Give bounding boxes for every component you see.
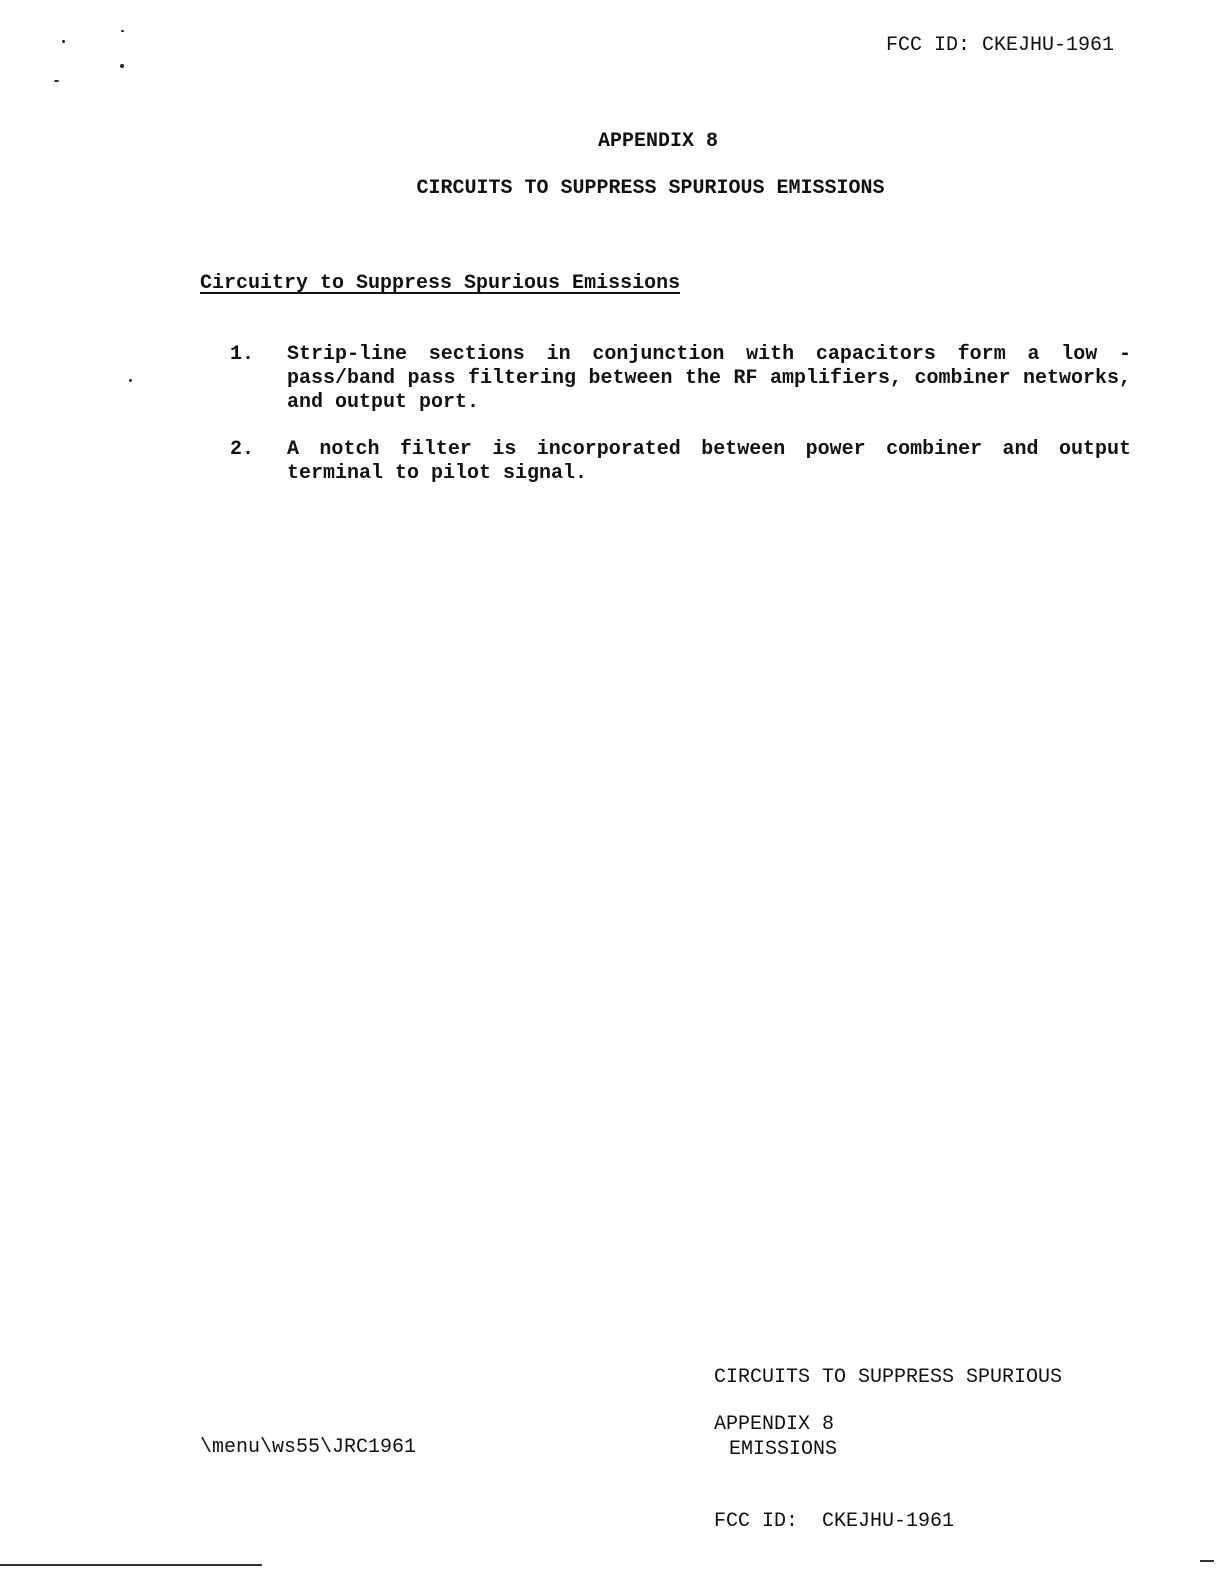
- list-item-text: Strip-line sections in conjunction with capacitors form a low -pass/band pass filtering between the RF amplifiers, combiner networks, and output port.: [287, 343, 1131, 414]
- list-item: [230, 438, 1130, 534]
- footer-title-line2: EMISSIONS: [729, 1438, 838, 1461]
- list-item: [230, 343, 1130, 439]
- file-path: \menu\ws55\JRC1961: [200, 1436, 417, 1459]
- list-item-number: 2.: [230, 438, 255, 461]
- bottom-rule: [0, 1564, 262, 1566]
- appendix-subtitle: CIRCUITS TO SUPPRESS SPURIOUS EMISSIONS: [416, 177, 885, 200]
- scan-speck: [120, 64, 124, 68]
- header-fcc-id: FCC ID: CKEJHU-1961: [886, 34, 1115, 57]
- section-heading: Circuitry to Suppress Spurious Emissions: [200, 272, 681, 295]
- footer-title-line1: CIRCUITS TO SUPPRESS SPURIOUS: [714, 1366, 1063, 1389]
- scan-speck: [129, 379, 132, 382]
- appendix-title: APPENDIX 8: [597, 130, 719, 153]
- list-item-number: 1.: [230, 343, 255, 366]
- scan-speck: [62, 40, 65, 43]
- footer-appendix: APPENDIX 8: [714, 1413, 835, 1436]
- scan-speck: [121, 30, 124, 32]
- footer-fcc-id: FCC ID: CKEJHU-1961: [714, 1510, 955, 1533]
- footer-block: [714, 1318, 1062, 1582]
- bottom-right-mark: [1200, 1560, 1214, 1562]
- scan-speck: [54, 80, 59, 82]
- list-item-text: A notch filter is incorporated between power combiner and output terminal to pilot signal.: [287, 438, 1131, 485]
